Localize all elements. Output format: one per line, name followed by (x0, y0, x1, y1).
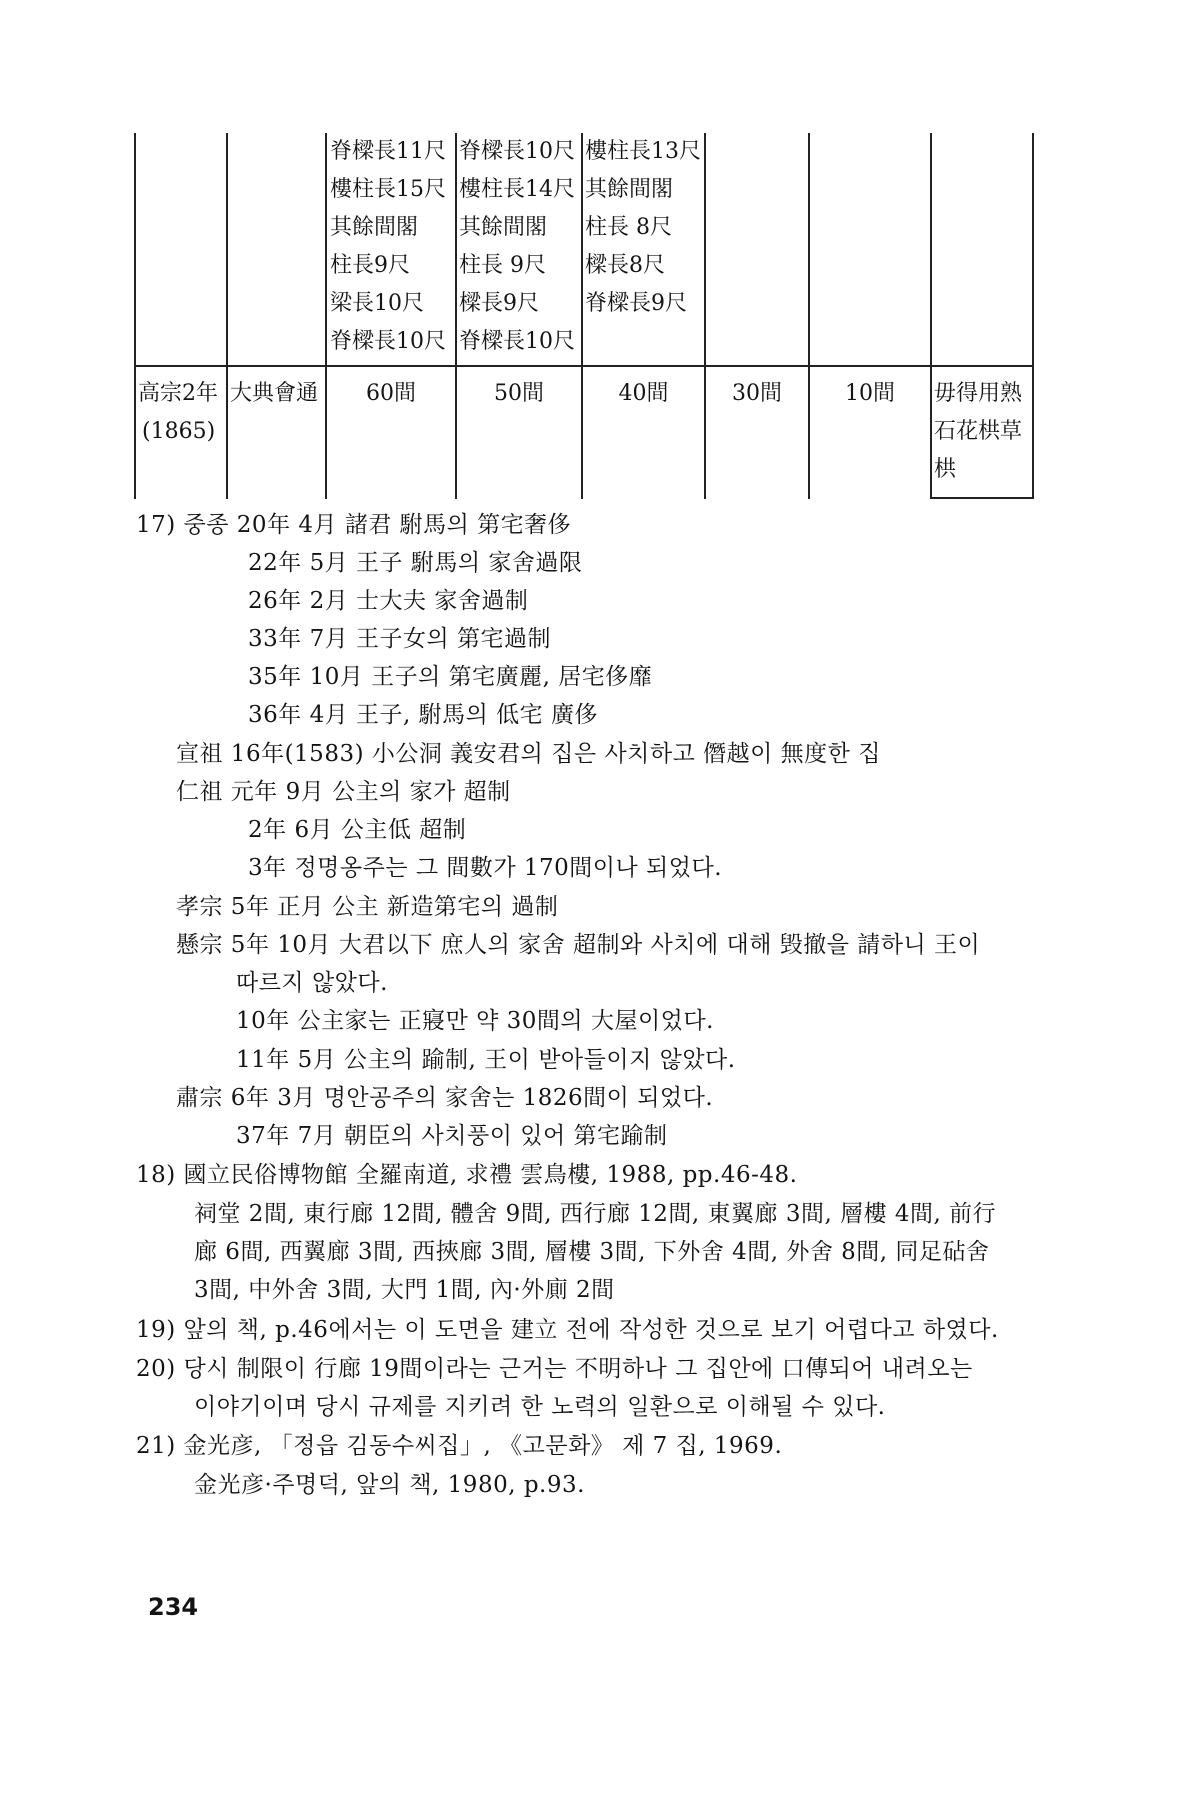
cell-text: 梁長10尺 (330, 291, 424, 316)
page-number: 234 (148, 1593, 199, 1621)
cell-text: 其餘間閣 (459, 215, 548, 240)
table-vline (930, 133, 932, 499)
cell-col7-count (810, 375, 930, 413)
footnote-line: 18) 國立民俗博物館 全羅南道, 求禮 雲鳥樓, 1988, pp.46-48. (136, 1162, 798, 1188)
cell-text: 10間 (845, 381, 895, 406)
footnote-line: 37年 7月 朝臣의 사치풍이 있어 第宅踰制 (236, 1123, 668, 1149)
footnote-line: 10年 公主家는 正寢만 약 30間의 大屋이었다. (236, 1008, 714, 1034)
footnote-line: 3年 정명옹주는 그 間數가 170間이나 되었다. (248, 855, 723, 881)
footnote-line: 懸宗 5年 10月 大君以下 庶人의 家舍 超制와 사치에 대해 毁撤을 請하니 王이 (176, 932, 981, 958)
cell-text: 50間 (494, 381, 544, 406)
cell-col4-count (457, 375, 581, 413)
table-vline (325, 133, 327, 499)
cell-text: 60間 (366, 381, 416, 406)
footnote-line: 33年 7月 王子女의 第宅過制 (248, 626, 552, 652)
cell-source (230, 375, 318, 413)
cell-text: 脊樑長11尺 (330, 139, 446, 164)
footnote-line: 21) 金光彦, 「정읍 김동수씨집」, 《고문화》 제 7 집, 1969. (136, 1433, 783, 1459)
regulation-table (134, 133, 1036, 499)
cell-col6-count (706, 375, 808, 413)
footnote-line: 17) 중종 20年 4月 諸君 駙馬의 第宅奢侈 (136, 512, 572, 538)
footnote-line: 36年 4月 王子, 駙馬의 低宅 廣侈 (248, 702, 598, 728)
cell-text: 柱長9尺 (330, 253, 410, 278)
footnote-line: 35年 10月 王子의 第宅廣麗, 居宅侈靡 (248, 664, 653, 690)
cell-text: 脊樑長10尺 (330, 329, 446, 354)
footnote-line: 金光彦·주명덕, 앞의 책, 1980, p.93. (194, 1472, 585, 1498)
cell-col3-dimensions (330, 133, 446, 361)
table-vline (1032, 133, 1034, 499)
footnote-line: 따르지 않았다. (236, 970, 388, 996)
cell-text: 樑長8尺 (585, 253, 665, 278)
cell-text: 柱長 8尺 (585, 215, 672, 240)
footnote-line: 祠堂 2間, 東行廊 12間, 體舍 9間, 西行廊 12間, 東翼廊 3間, 層樓 4間, 前行 (194, 1201, 997, 1227)
footnote-line: 22年 5月 王子 駙馬의 家舍過限 (248, 550, 583, 576)
footnote-line: 孝宗 5年 正月 公主 新造第宅의 過制 (176, 894, 559, 920)
footnote-line: 2年 6月 公主低 超制 (248, 817, 467, 843)
footnote-line: 3間, 中外舍 3間, 大門 1間, 內·外廁 2間 (194, 1277, 615, 1303)
cell-text: 其餘間閣 (585, 177, 674, 202)
cell-col5-count (583, 375, 704, 413)
cell-text: 脊樑長10尺 (459, 139, 575, 164)
cell-text: 柱長 9尺 (459, 253, 546, 278)
cell-text: 栱 (934, 457, 957, 482)
cell-text: (1865) (142, 419, 216, 444)
footnote-line: 肅宗 6年 3月 명안공주의 家舍는 1826間이 되었다. (176, 1085, 714, 1111)
cell-col5-dimensions (585, 133, 701, 323)
table-row-divider (134, 365, 1034, 367)
footnote-line: 20) 당시 制限이 行廊 19間이라는 근거는 不明하나 그 집안에 口傳되어 내려오는 (136, 1356, 973, 1382)
cell-text: 樑長9尺 (459, 291, 539, 316)
cell-text: 大典會通 (230, 381, 319, 406)
footnote-line: 이야기이며 당시 규제를 지키려 한 노력의 일환으로 이해될 수 있다. (194, 1394, 886, 1420)
cell-text: 30間 (732, 381, 782, 406)
cell-col4-dimensions (459, 133, 575, 361)
cell-text: 樓柱長15尺 (330, 177, 446, 202)
footnote-line: 11年 5月 公主의 踰制, 王이 받아들이지 않았다. (236, 1047, 736, 1073)
table-vline (455, 133, 457, 499)
footnote-line: 19) 앞의 책, p.46에서는 이 도면을 建立 전에 작성한 것으로 보기 어렵다고 하였다. (136, 1317, 999, 1343)
cell-text: 樓柱長13尺 (585, 139, 701, 164)
cell-text: 其餘間閣 (330, 215, 419, 240)
cell-text: 樓柱長14尺 (459, 177, 575, 202)
table-vline (226, 133, 228, 499)
cell-text: 脊樑長10尺 (459, 329, 575, 354)
table-vline (581, 133, 583, 499)
table-vline (704, 133, 706, 499)
cell-note (934, 375, 1022, 489)
footnote-line: 廊 6間, 西翼廊 3間, 西挾廊 3間, 層樓 3間, 下外舍 4間, 外舍 8間, 同足砧舍 (194, 1239, 990, 1265)
cell-text: 40間 (618, 381, 669, 406)
table-vline (134, 133, 136, 499)
cell-text: 石花栱草 (934, 419, 1023, 444)
cell-text: 毋得用熟 (934, 381, 1023, 406)
cell-text: 脊樑長9尺 (585, 291, 687, 316)
footnote-line: 仁祖 元年 9月 公主의 家가 超制 (176, 779, 511, 805)
cell-text: 高宗2年 (138, 381, 218, 406)
table-bottom-border (930, 497, 1034, 499)
cell-era (138, 375, 218, 451)
footnote-line: 26年 2月 士大夫 家舍過制 (248, 588, 529, 614)
cell-col3-count (327, 375, 455, 413)
footnote-line: 宣祖 16年(1583) 小公洞 義安君의 집은 사치하고 僭越이 無度한 집 (176, 741, 881, 767)
table-vline (808, 133, 810, 499)
